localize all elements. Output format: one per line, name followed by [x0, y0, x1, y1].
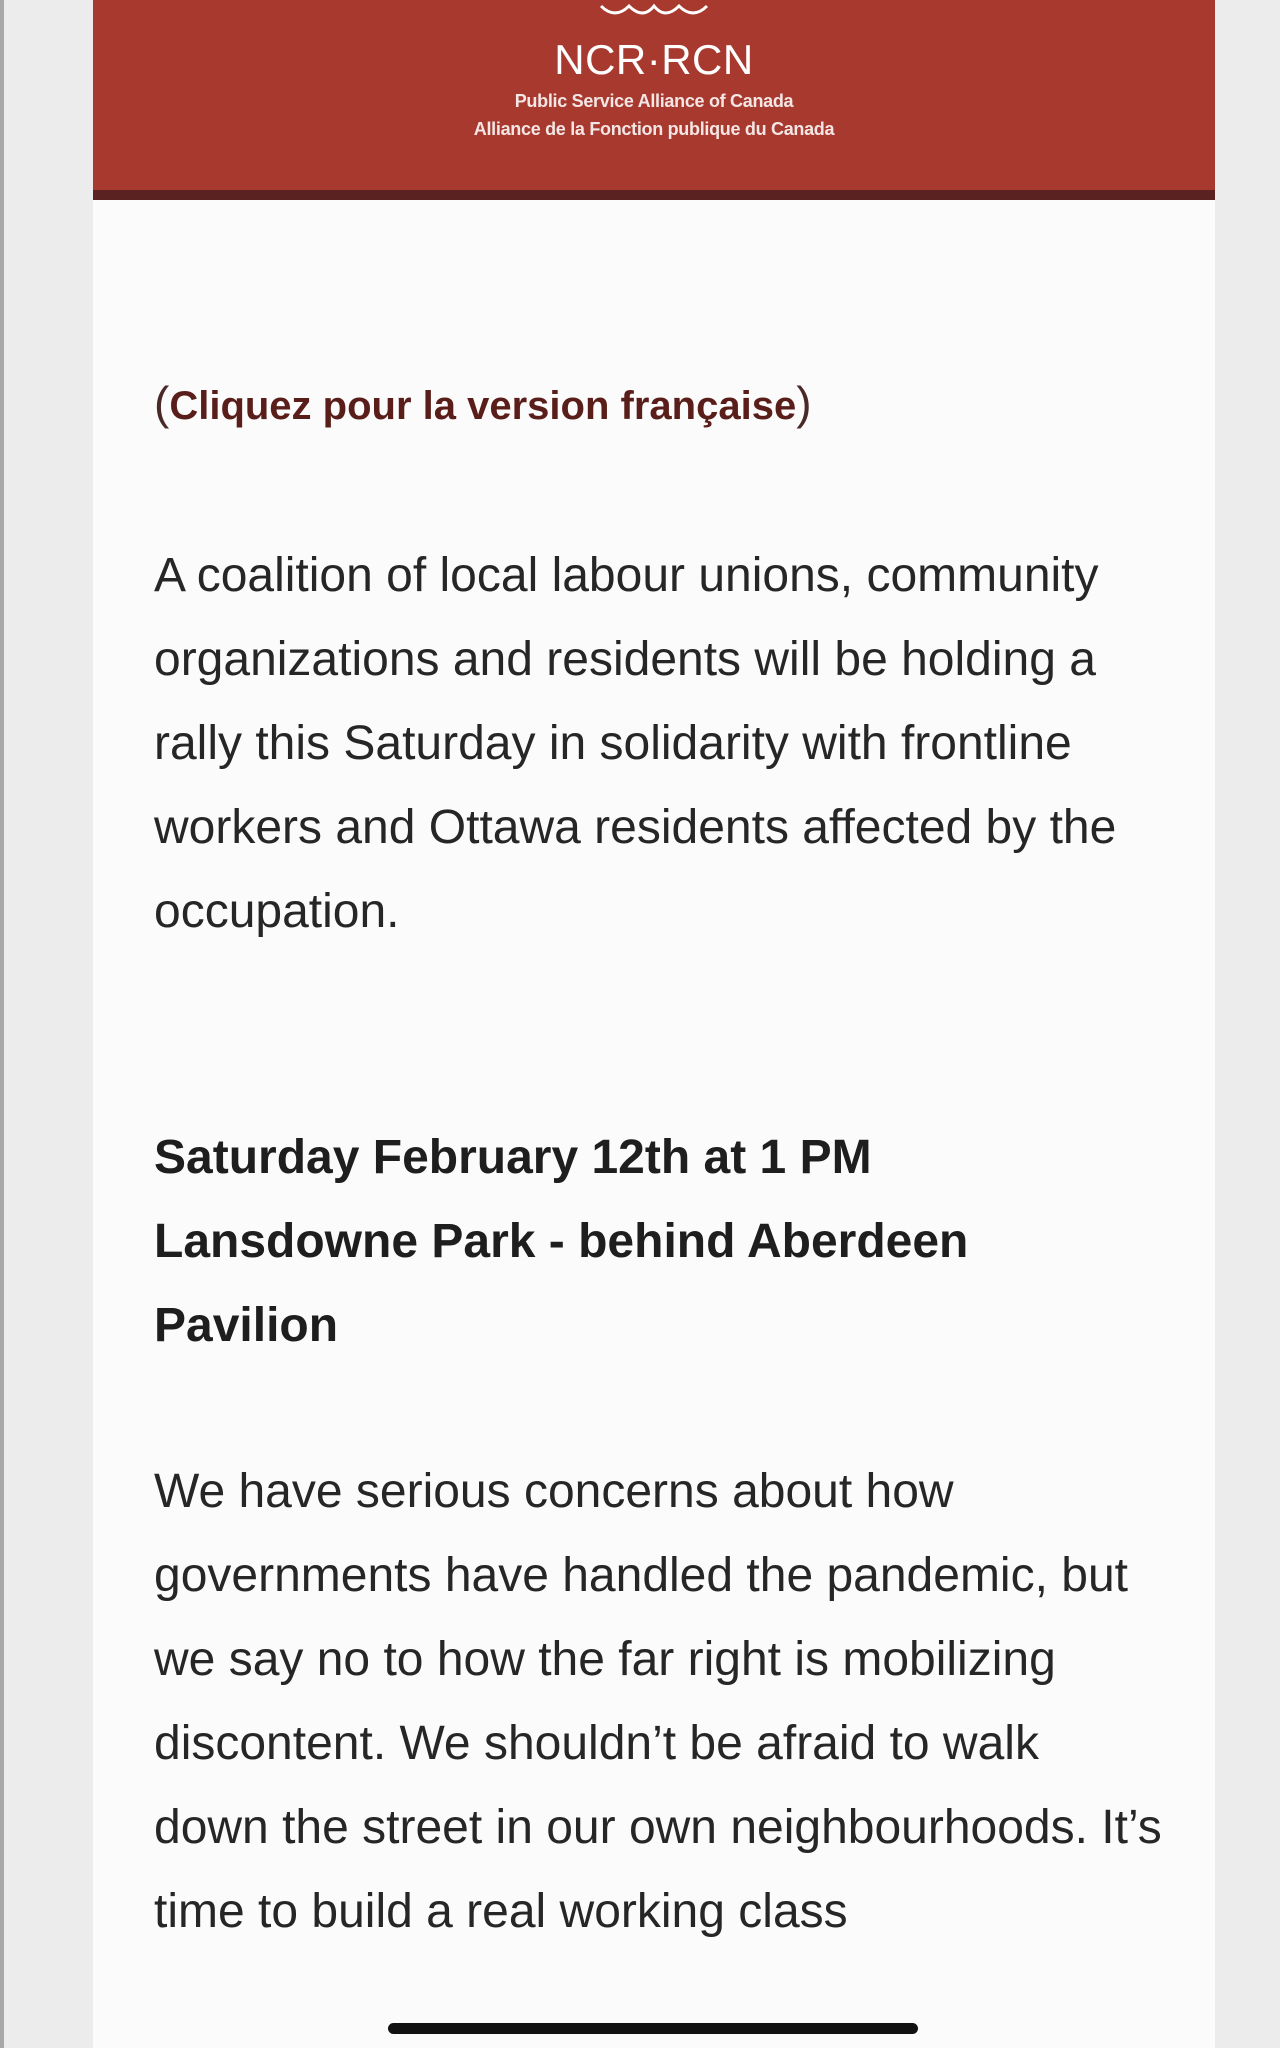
concerns-paragraph: We have serious concerns about how governments have handled the pandemic, but we say no to how the far right is mobilizing discontent. We shouldn’t be afraid to walk down the street in our own neighbourhoods. It’s time to build a real working class [154, 1465, 1162, 1938]
event-details [154, 1116, 1164, 1368]
french-link-text[interactable]: Cliquez pour la version française [169, 384, 797, 428]
link-close-paren: ) [796, 377, 812, 429]
brand-subtitle-fr: Alliance de la Fonction publique du Canada [473, 119, 835, 139]
window-edge [0, 0, 4, 2048]
brand-subtitle-en: Public Service Alliance of Canada [514, 91, 794, 111]
home-indicator[interactable] [388, 2023, 918, 2034]
brand-name: NCR·RCN [554, 36, 754, 83]
header-banner [93, 0, 1215, 200]
psac-logo-icon [591, 0, 717, 32]
link-open-paren: ( [154, 377, 170, 429]
event-date-time: Saturday February 12th at 1 PM [154, 1131, 872, 1184]
email-card [93, 0, 1215, 2048]
intro-paragraph: A coalition of local labour unions, community organizations and residents will be holding a rally this Saturday in solidarity with frontline workers and Ottawa residents affected by the occupation. [154, 549, 1117, 938]
french-version-link[interactable] [154, 376, 812, 430]
event-location: Lansdowne Park - behind Aberdeen Pavilion [154, 1215, 969, 1352]
